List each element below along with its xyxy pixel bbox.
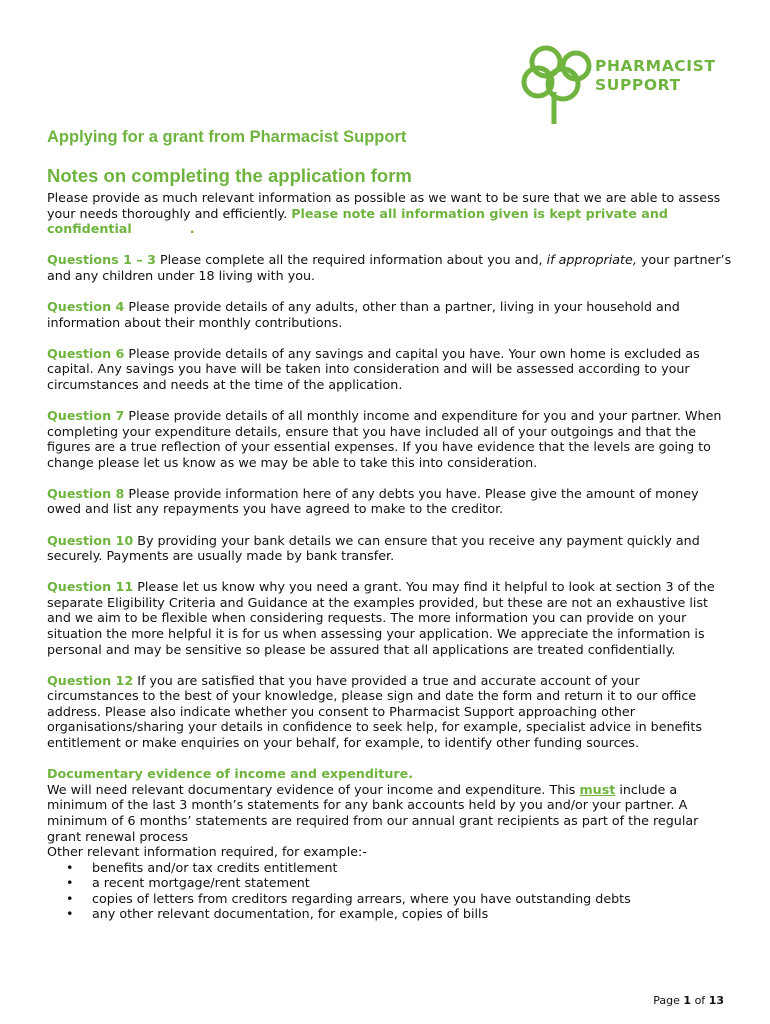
current-page: 1 (683, 994, 692, 1007)
question-label: Question 11 (47, 579, 134, 595)
list-item (66, 875, 732, 891)
evidence-text-after: include a minimum of the last 3 month’s statements for any bank accounts held by you and/or your partner. A minimum of 6 months’ statements are required from our annual grant recipients as part of the regular grant renewal process (47, 781, 699, 844)
question-12-paragraph (47, 673, 732, 751)
logo-line-1: PHARMACIST (595, 57, 716, 75)
list-item-text: any other relevant documentation, for example, copies of bills (92, 906, 489, 922)
evidence-list (47, 860, 732, 922)
total-pages: 13 (708, 994, 724, 1007)
other-info-line: Other relevant information required, for example:- (47, 844, 367, 860)
page-prefix: Page (653, 994, 684, 1007)
question-label: Question 6 (47, 345, 125, 361)
question-label: Question 8 (47, 485, 125, 501)
intro-text: Please provide as much relevant information as possible as we want to be sure that we are able to assess your needs thoroughly and efficiently. (47, 190, 721, 221)
intro-paragraph (47, 190, 732, 237)
bullet-icon: • (66, 875, 74, 891)
question-6-paragraph (47, 346, 732, 393)
question-italic-text: if appropriate, (546, 252, 637, 268)
confidential-note: Please note all information given is kept private and confidential (47, 205, 668, 237)
question-4-paragraph (47, 299, 732, 330)
question-text: Please provide details of all monthly income and expenditure for you and your partner. When completing your expenditure details, ensure that you have included all of your outgoings and that the figures are a true reflection of your essential expenses. If you have evidence that the levels are going to change please let us know as we may be able to take this into consideration. (47, 407, 722, 470)
question-label: Question 12 (47, 672, 134, 688)
question-label: Question 10 (47, 532, 134, 548)
evidence-paragraph (47, 782, 732, 844)
question-label: Question 4 (47, 298, 125, 314)
logo-text (595, 57, 716, 95)
question-11-paragraph (47, 579, 732, 657)
list-item-text: copies of letters from creditors regarding arrears, where you have outstanding debts (92, 890, 631, 906)
question-text: If you are satisfied that you have provided a true and accurate account of your circumstances to the best of your knowledge, please sign and date the form and return it to our office address. Please also indicate whether you consent to Pharmacist Support approaching other organisations/sharing your details in confidence to seek help, for example, specialist advice in benefits entitlement or make enquiries on your behalf, for example, to identify other funding sources. (47, 672, 702, 751)
list-item-text: a recent mortgage/rent statement (92, 875, 310, 891)
bullet-icon: • (66, 906, 74, 922)
question-text: Please provide details of any adults, other than a partner, living in your household and information about their monthly contributions. (47, 298, 680, 330)
page-of: of (691, 994, 709, 1007)
question-text: Please let us know why you need a grant. You may find it helpful to look at section 3 of the separate Eligibility Criteria and Guidance at the examples provided, but these are not an exhaustive list and we aim to be flexible when considering requests. The more information you can provide on your situation the more helpful it is for us when assessing your application. We appreciate the information is personal and may be sensitive so please be assured that all applications are treated confidentially. (47, 579, 715, 657)
question-1-3-paragraph (47, 252, 732, 283)
question-label: Question 7 (47, 407, 125, 423)
evidence-heading: Documentary evidence of income and expenditure. (47, 766, 414, 782)
question-10-paragraph (47, 533, 732, 564)
question-text: Please complete all the required information about you and, (155, 252, 547, 268)
evidence-text: We will need relevant documentary evidence of your income and expenditure. This (47, 781, 580, 797)
question-7-paragraph (47, 408, 732, 470)
logo-tree-icon (518, 44, 596, 126)
question-8-paragraph (47, 486, 732, 517)
question-text: Please provide details of any savings and capital you have. Your own home is excluded as capital. Any savings you have will be taken into consideration and will be assessed according to your circumstances and needs at the time of the application. (47, 345, 700, 392)
bullet-icon: • (66, 890, 74, 906)
document-body (47, 126, 732, 922)
list-item (66, 859, 732, 876)
page-number (653, 994, 724, 1007)
page-subtitle: Applying for a grant from Pharmacist Support (47, 128, 407, 146)
question-text: By providing your bank details we can ensure that you receive any payment quickly and securely. Payments are usually made by bank transfer. (47, 532, 700, 564)
list-item (66, 890, 732, 907)
bullet-icon: • (66, 859, 74, 875)
logo-line-2: SUPPORT (595, 76, 681, 94)
pharmacist-support-logo (518, 44, 728, 126)
list-item-text: benefits and/or tax credits entitlement (92, 859, 338, 875)
intro-end: . (189, 221, 195, 237)
page-title: Notes on completing the application form (47, 165, 412, 186)
must-emphasis: must (579, 781, 616, 797)
question-label: Questions 1 – 3 (47, 252, 156, 268)
question-text-after: your partner’s and any children under 18 living with you. (47, 252, 732, 283)
list-item (66, 906, 732, 922)
question-text: Please provide information here of any debts you have. Please give the amount of money owed and list any repayments you have agreed to make to the creditor. (47, 485, 699, 517)
